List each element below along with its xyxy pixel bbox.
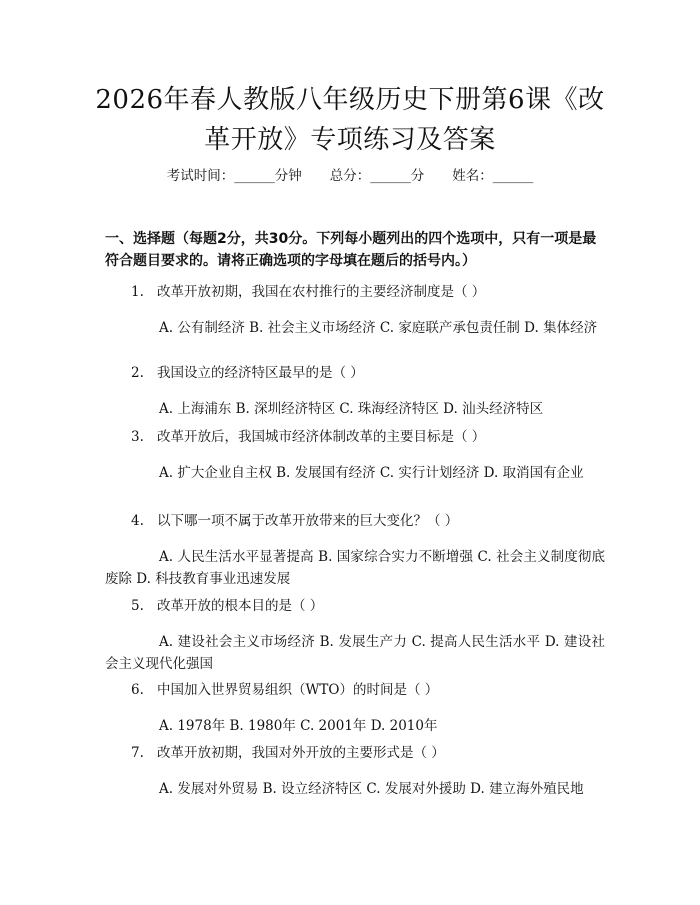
section-heading: 一、选择题（每题2分，共30分。下列每小题列出的四个选项中，只有一项是最符合题目要求的。请将正确选项的字母填在题后的括号内。） <box>105 231 597 269</box>
question-stem <box>105 510 605 532</box>
question-options: A. 发展对外贸易 B. 设立经济特区 C. 发展对外援助 D. 建立海外殖民地 <box>159 781 584 797</box>
question-5 <box>105 595 605 675</box>
document-title <box>80 80 620 160</box>
question-text: 中国加入世界贸易组织（WTO）的时间是（ ） <box>157 682 439 698</box>
exam-time: 考试时间：______分钟 <box>166 168 302 184</box>
question-1 <box>105 281 605 339</box>
question-6 <box>105 679 605 737</box>
title-line-1: 2026年春人教版八年级历史下册第6课《改 <box>95 85 605 115</box>
question-stem <box>105 426 605 448</box>
question-text: 改革开放初期，我国对外开放的主要形式是（ ） <box>157 745 445 761</box>
student-name: 姓名：______ <box>452 168 534 184</box>
question-7 <box>105 742 605 800</box>
question-4 <box>105 510 605 590</box>
question-text: 我国设立的经济特区最早的是（ ） <box>157 365 364 381</box>
exam-info <box>0 166 700 186</box>
question-stem <box>105 281 605 303</box>
question-text: 改革开放后，我国城市经济体制改革的主要目标是（ ） <box>157 429 486 445</box>
total-score: 总分：______分 <box>329 168 425 184</box>
question-number: 3. <box>131 429 144 445</box>
question-number: 1. <box>131 284 144 300</box>
question-stem <box>105 742 605 764</box>
question-text: 以下哪一项不属于改革开放带来的巨大变化？（ ） <box>157 513 459 529</box>
question-text: 改革开放的根本目的是（ ） <box>157 598 324 614</box>
question-options: A. 扩大企业自主权 B. 发展国有经济 C. 实行计划经济 D. 取消国有企业 <box>159 465 584 481</box>
question-number: 6. <box>131 682 144 698</box>
question-stem <box>105 679 605 701</box>
question-options: A. 人民生活水平显著提高 B. 国家综合实力不断增强 C. 社会主义制度彻底废除 D. 科技教育事业迅速发展 <box>105 549 605 587</box>
question-options: A. 公有制经济 B. 社会主义市场经济 C. 家庭联产承包责任制 D. 集体经济 <box>159 320 598 336</box>
question-stem <box>105 362 605 384</box>
question-options: A. 上海浦东 B. 深圳经济特区 C. 珠海经济特区 D. 汕头经济特区 <box>159 401 544 417</box>
question-options: A. 建设社会主义市场经济 B. 发展生产力 C. 提高人民生活水平 D. 建设社会主义现代化强国 <box>105 634 605 672</box>
title-line-2: 革开放》专项练习及答案 <box>204 125 496 155</box>
question-number: 4. <box>131 513 144 529</box>
question-number: 7. <box>131 745 144 761</box>
question-2 <box>105 362 605 420</box>
question-stem <box>105 595 605 617</box>
question-options: A. 1978年 B. 1980年 C. 2001年 D. 2010年 <box>159 718 438 734</box>
question-3 <box>105 426 605 484</box>
question-text: 改革开放初期，我国在农村推行的主要经济制度是（ ） <box>157 284 486 300</box>
question-number: 2. <box>131 365 144 381</box>
question-number: 5. <box>131 598 144 614</box>
